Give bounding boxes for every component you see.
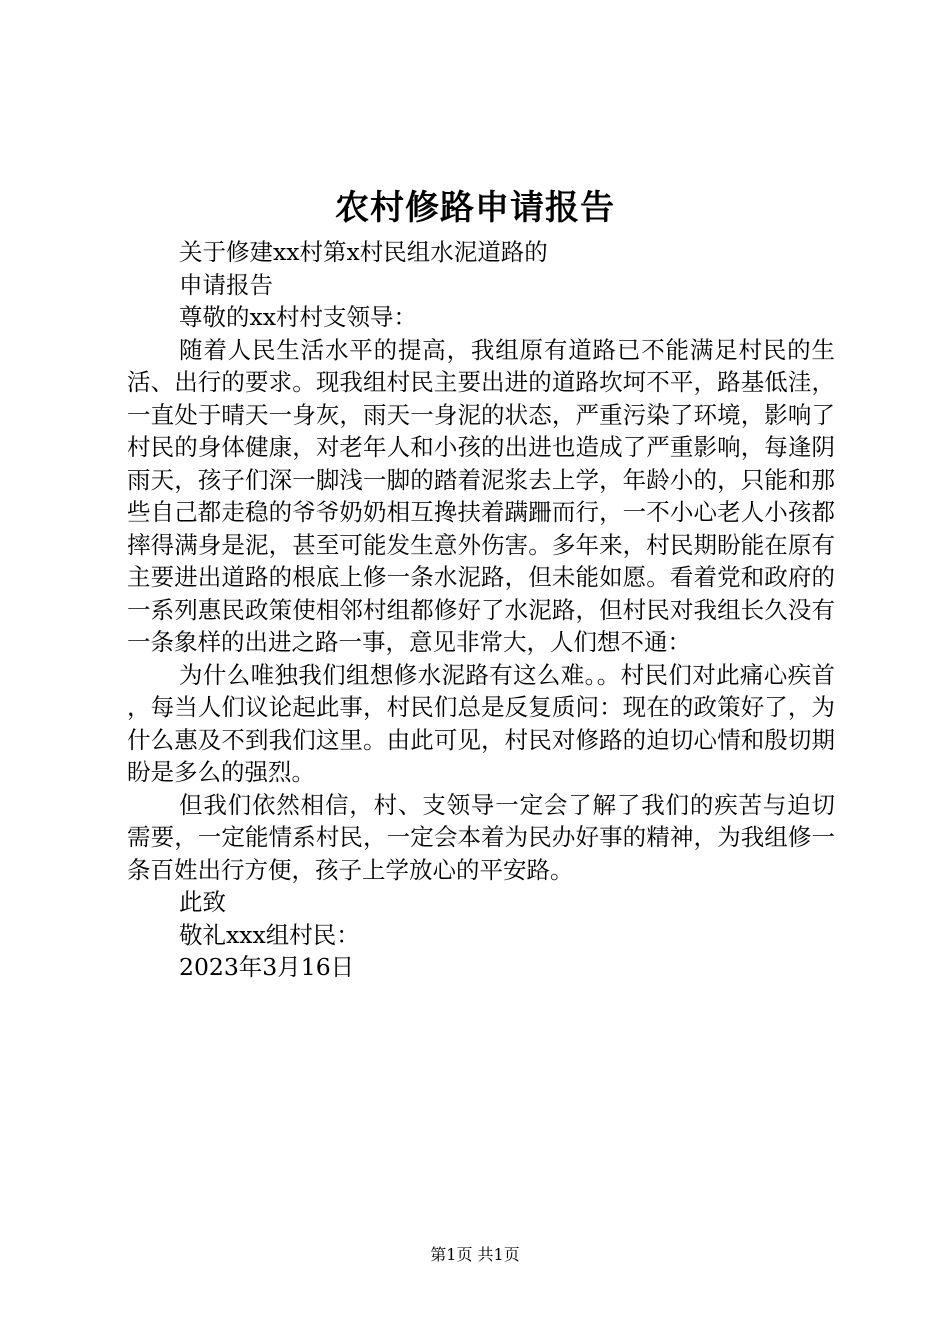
closing: 此致 [179, 888, 226, 916]
page-footer: 第1页 共1页 [430, 1245, 520, 1264]
subject-line-2: 申请报告 [179, 270, 273, 299]
salutation: 尊敬的xx村村支领导： [179, 303, 418, 331]
signature: 敬礼xxx组村民： [179, 920, 360, 949]
document-body [127, 236, 835, 984]
body-paragraph-3: 但我们依然相信，村、支领导一定会了解了我们的疾苦与迫切需要，一定能情系村民，一定会本着为民办好事的精神，为我组修一条百姓出行方便，孩子上学放心的平安路。 [127, 790, 835, 884]
date: 2023年3月16日 [179, 953, 355, 981]
subject-line-1: 关于修建xx村第x村民组水泥道路的 [179, 238, 548, 266]
body-paragraph-2: 为什么唯独我们组想修水泥路有这么难。。村民们对此痛心疾首，每当人们议论起此事，村民们总是反复质问：现在的政策好了，为什么惠及不到我们这里。由此可见，村民对修路的迫切心情和殷切期盼是多么的强烈。 [127, 660, 835, 786]
document-title: 农村修路申请报告 [335, 188, 615, 228]
body-paragraph-1: 随着人民生活水平的提高，我组原有道路已不能满足村民的生活、出行的要求。现我组村民主要出进的道路坎坷不平，路基低洼，一直处于晴天一身灰，雨天一身泥的状态，严重污染了环境，影响了村民的身体健康，对老年人和小孩的出进也造成了严重影响，每逢阴雨天，孩子们深一脚浅一脚的踏着泥浆去上学，年龄小的，只能和那些自己都走稳的爷爷奶奶相互搀扶着蹒跚而行，一不小心老人小孩都摔得满身是泥，甚至可能发生意外伤害。多年来，村民期盼能在原有主要进出道路的根底上修一条水泥路，但未能如愿。看着党和政府的一系列惠民政策使相邻村组都修好了水泥路，但村民对我组长久没有一条象样的出进之路一事，意见非常大，人们想不通： [127, 335, 835, 656]
